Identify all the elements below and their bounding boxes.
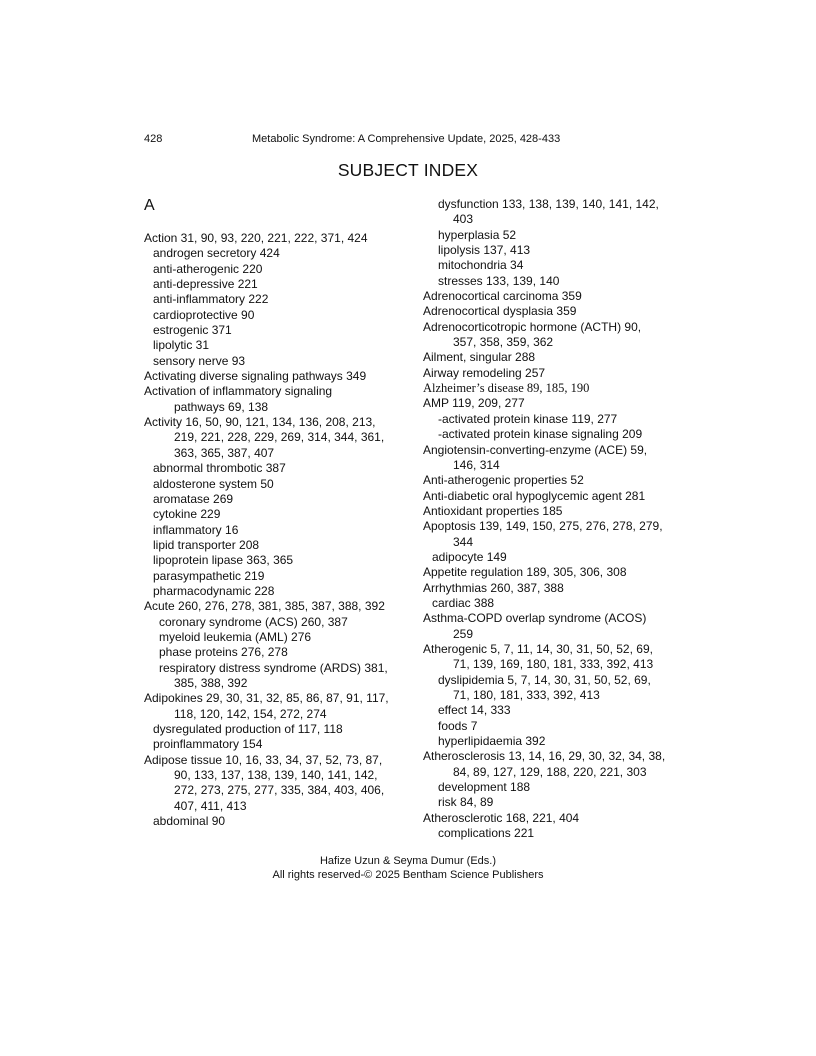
index-entry: Adipokines 29, 30, 31, 32, 85, 86, 87, 91, 117, — [144, 691, 389, 706]
index-entry: Acute 260, 276, 278, 381, 385, 387, 388, 392 — [144, 599, 385, 614]
index-subentry: mitochondria 34 — [438, 258, 524, 273]
index-continuation: 118, 120, 142, 154, 272, 274 — [174, 706, 327, 721]
index-continuation: 344 — [453, 534, 474, 549]
index-subentry: dysfunction 133, 138, 139, 140, 141, 142, — [438, 197, 659, 211]
index-entry: Atherosclerotic 168, 221, 404 — [423, 810, 580, 825]
index-subentry: sensory nerve 93 — [153, 353, 246, 368]
index-subentry: lipid transporter 208 — [153, 537, 260, 552]
index-continuation: 357, 358, 359, 362 — [453, 335, 554, 350]
index-entry: Adrenocortical carcinoma 359 — [423, 289, 582, 304]
index-entry: Airway remodeling 257 — [423, 365, 546, 380]
index-subentry: abdominal 90 — [153, 814, 226, 829]
index-subentry: stresses 133, 139, 140 — [438, 273, 560, 288]
index-subentry: -activated protein kinase 119, 277 — [438, 411, 618, 426]
index-subentry: anti-atherogenic 220 — [153, 261, 263, 276]
index-continuation: 71, 180, 181, 333, 392, 413 — [453, 688, 600, 702]
index-subentry: hyperlipidaemia 392 — [438, 734, 546, 749]
index-subentry: parasympathetic 219 — [153, 568, 265, 583]
index-entry: Activation of inflammatory signaling — [144, 384, 333, 399]
index-subentry: cytokine 229 — [153, 507, 221, 522]
index-continuation: 385, 388, 392 — [174, 675, 248, 690]
running-title: Metabolic Syndrome: A Comprehensive Update, 2025, 428-433 — [252, 133, 561, 145]
index-subentry: dyslipidemia 5, 7, 14, 30, 31, 50, 52, 69, — [438, 672, 651, 687]
index-continuation: 272, 273, 275, 277, 335, 384, 403, 406, — [174, 783, 385, 798]
index-continuation: 71, 139, 169, 180, 181, 333, 392, 413 — [453, 657, 654, 672]
index-entry: Angiotensin-converting-enzyme (ACE) 59, — [423, 442, 648, 457]
index-subentry: anti-inflammatory 222 — [153, 292, 269, 307]
index-continuation: 219, 221, 228, 229, 269, 314, 344, 361, — [174, 430, 385, 445]
index-subentry: inflammatory 16 — [153, 522, 239, 537]
index-entry: Arrhythmias 260, 387, 388 — [423, 580, 564, 595]
index-subentry: phase proteins 276, 278 — [159, 645, 288, 660]
index-continuation: pathways 69, 138 — [174, 399, 269, 414]
index-subentry: aromatase 269 — [153, 491, 234, 506]
index-entry: Adrenocortical dysplasia 359 — [423, 304, 577, 319]
index-subentry: lipolytic 31 — [153, 338, 210, 353]
index-continuation: 259 — [453, 626, 474, 641]
index-entry: Antioxidant properties 185 — [423, 503, 563, 518]
index-entry: Adrenocorticotropic hormone (ACTH) 90, — [423, 319, 642, 334]
index-subentry: estrogenic 371 — [153, 323, 232, 338]
index-subentry: hyperplasia 52 — [438, 227, 517, 242]
index-subentry: lipolysis 137, 413 — [438, 243, 531, 258]
index-subentry: respiratory distress syndrome (ARDS) 381, — [159, 660, 388, 675]
index-subentry: myeloid leukemia (AML) 276 — [159, 629, 312, 644]
index-entry: Anti-atherogenic properties 52 — [423, 473, 584, 488]
index-continuation: 84, 89, 127, 129, 188, 220, 221, 303 — [453, 764, 647, 779]
index-continuation: 407, 411, 413 — [174, 798, 247, 813]
index-subentry: risk 84, 89 — [438, 795, 494, 810]
index-entry: Alzheimer’s disease 89, 185, 190 — [423, 381, 590, 396]
index-entry: Action 31, 90, 93, 220, 221, 222, 371, 424 — [144, 231, 368, 245]
index-subentry: effect 14, 333 — [438, 703, 511, 718]
index-entry: Adipose tissue 10, 16, 33, 34, 37, 52, 73, 87, — [144, 752, 383, 767]
index-entry: Atherosclerosis 13, 14, 16, 29, 30, 32, 34, 38, — [423, 749, 666, 764]
index-entry: Atherogenic 5, 7, 11, 14, 30, 31, 50, 52, 69, — [423, 641, 653, 656]
footer-rights: All rights reserved-© 2025 Bentham Science Publishers — [272, 869, 544, 881]
index-subentry: complications 221 — [438, 826, 535, 841]
index-subentry: lipoprotein lipase 363, 365 — [153, 553, 294, 568]
index-subentry: pharmacodynamic 228 — [153, 583, 275, 598]
index-continuation: 363, 365, 387, 407 — [174, 445, 275, 460]
index-entry: Ailment, singular 288 — [423, 350, 536, 365]
index-column-right — [423, 197, 695, 841]
index-entry: Anti-diabetic oral hypoglycemic agent 281 — [423, 488, 646, 503]
index-entry: Activity 16, 50, 90, 121, 134, 136, 208, 213, — [144, 415, 376, 430]
index-subentry: cardioprotective 90 — [153, 307, 255, 322]
index-entry: Asthma-COPD overlap syndrome (ACOS) — [423, 611, 647, 626]
index-subentry: coronary syndrome (ACS) 260, 387 — [159, 614, 348, 629]
page-number: 428 — [144, 133, 163, 145]
index-subentry: adipocyte 149 — [432, 549, 507, 564]
index-subentry: dysregulated production of 117, 118 — [153, 722, 343, 736]
index-continuation: 90, 133, 137, 138, 139, 140, 141, 142, — [174, 768, 378, 783]
index-entry: Activating diverse signaling pathways 349 — [144, 369, 367, 384]
index-continuation: 146, 314 — [453, 457, 500, 472]
index-continuation: 403 — [453, 212, 474, 227]
page-title: SUBJECT INDEX — [337, 160, 479, 180]
index-subentry: -activated protein kinase signaling 209 — [438, 427, 643, 442]
index-subentry: aldosterone system 50 — [153, 476, 274, 491]
index-subentry: proinflammatory 154 — [153, 737, 263, 752]
index-subentry: androgen secretory 424 — [153, 246, 280, 261]
index-subentry: cardiac 388 — [432, 595, 495, 610]
index-subentry: development 188 — [438, 780, 531, 795]
index-subentry: anti-depressive 221 — [153, 277, 258, 292]
index-entry: AMP 119, 209, 277 — [423, 396, 525, 411]
index-entry: Apoptosis 139, 149, 150, 275, 276, 278, 279, — [423, 519, 663, 534]
footer-editors: Hafize Uzun & Seyma Dumur (Eds.) — [319, 855, 497, 867]
index-entry: Appetite regulation 189, 305, 306, 308 — [423, 565, 627, 580]
index-column-left — [144, 231, 416, 829]
index-subentry: foods 7 — [438, 718, 478, 733]
section-letter: A — [144, 197, 155, 214]
index-subentry: abnormal thrombotic 387 — [153, 461, 286, 476]
